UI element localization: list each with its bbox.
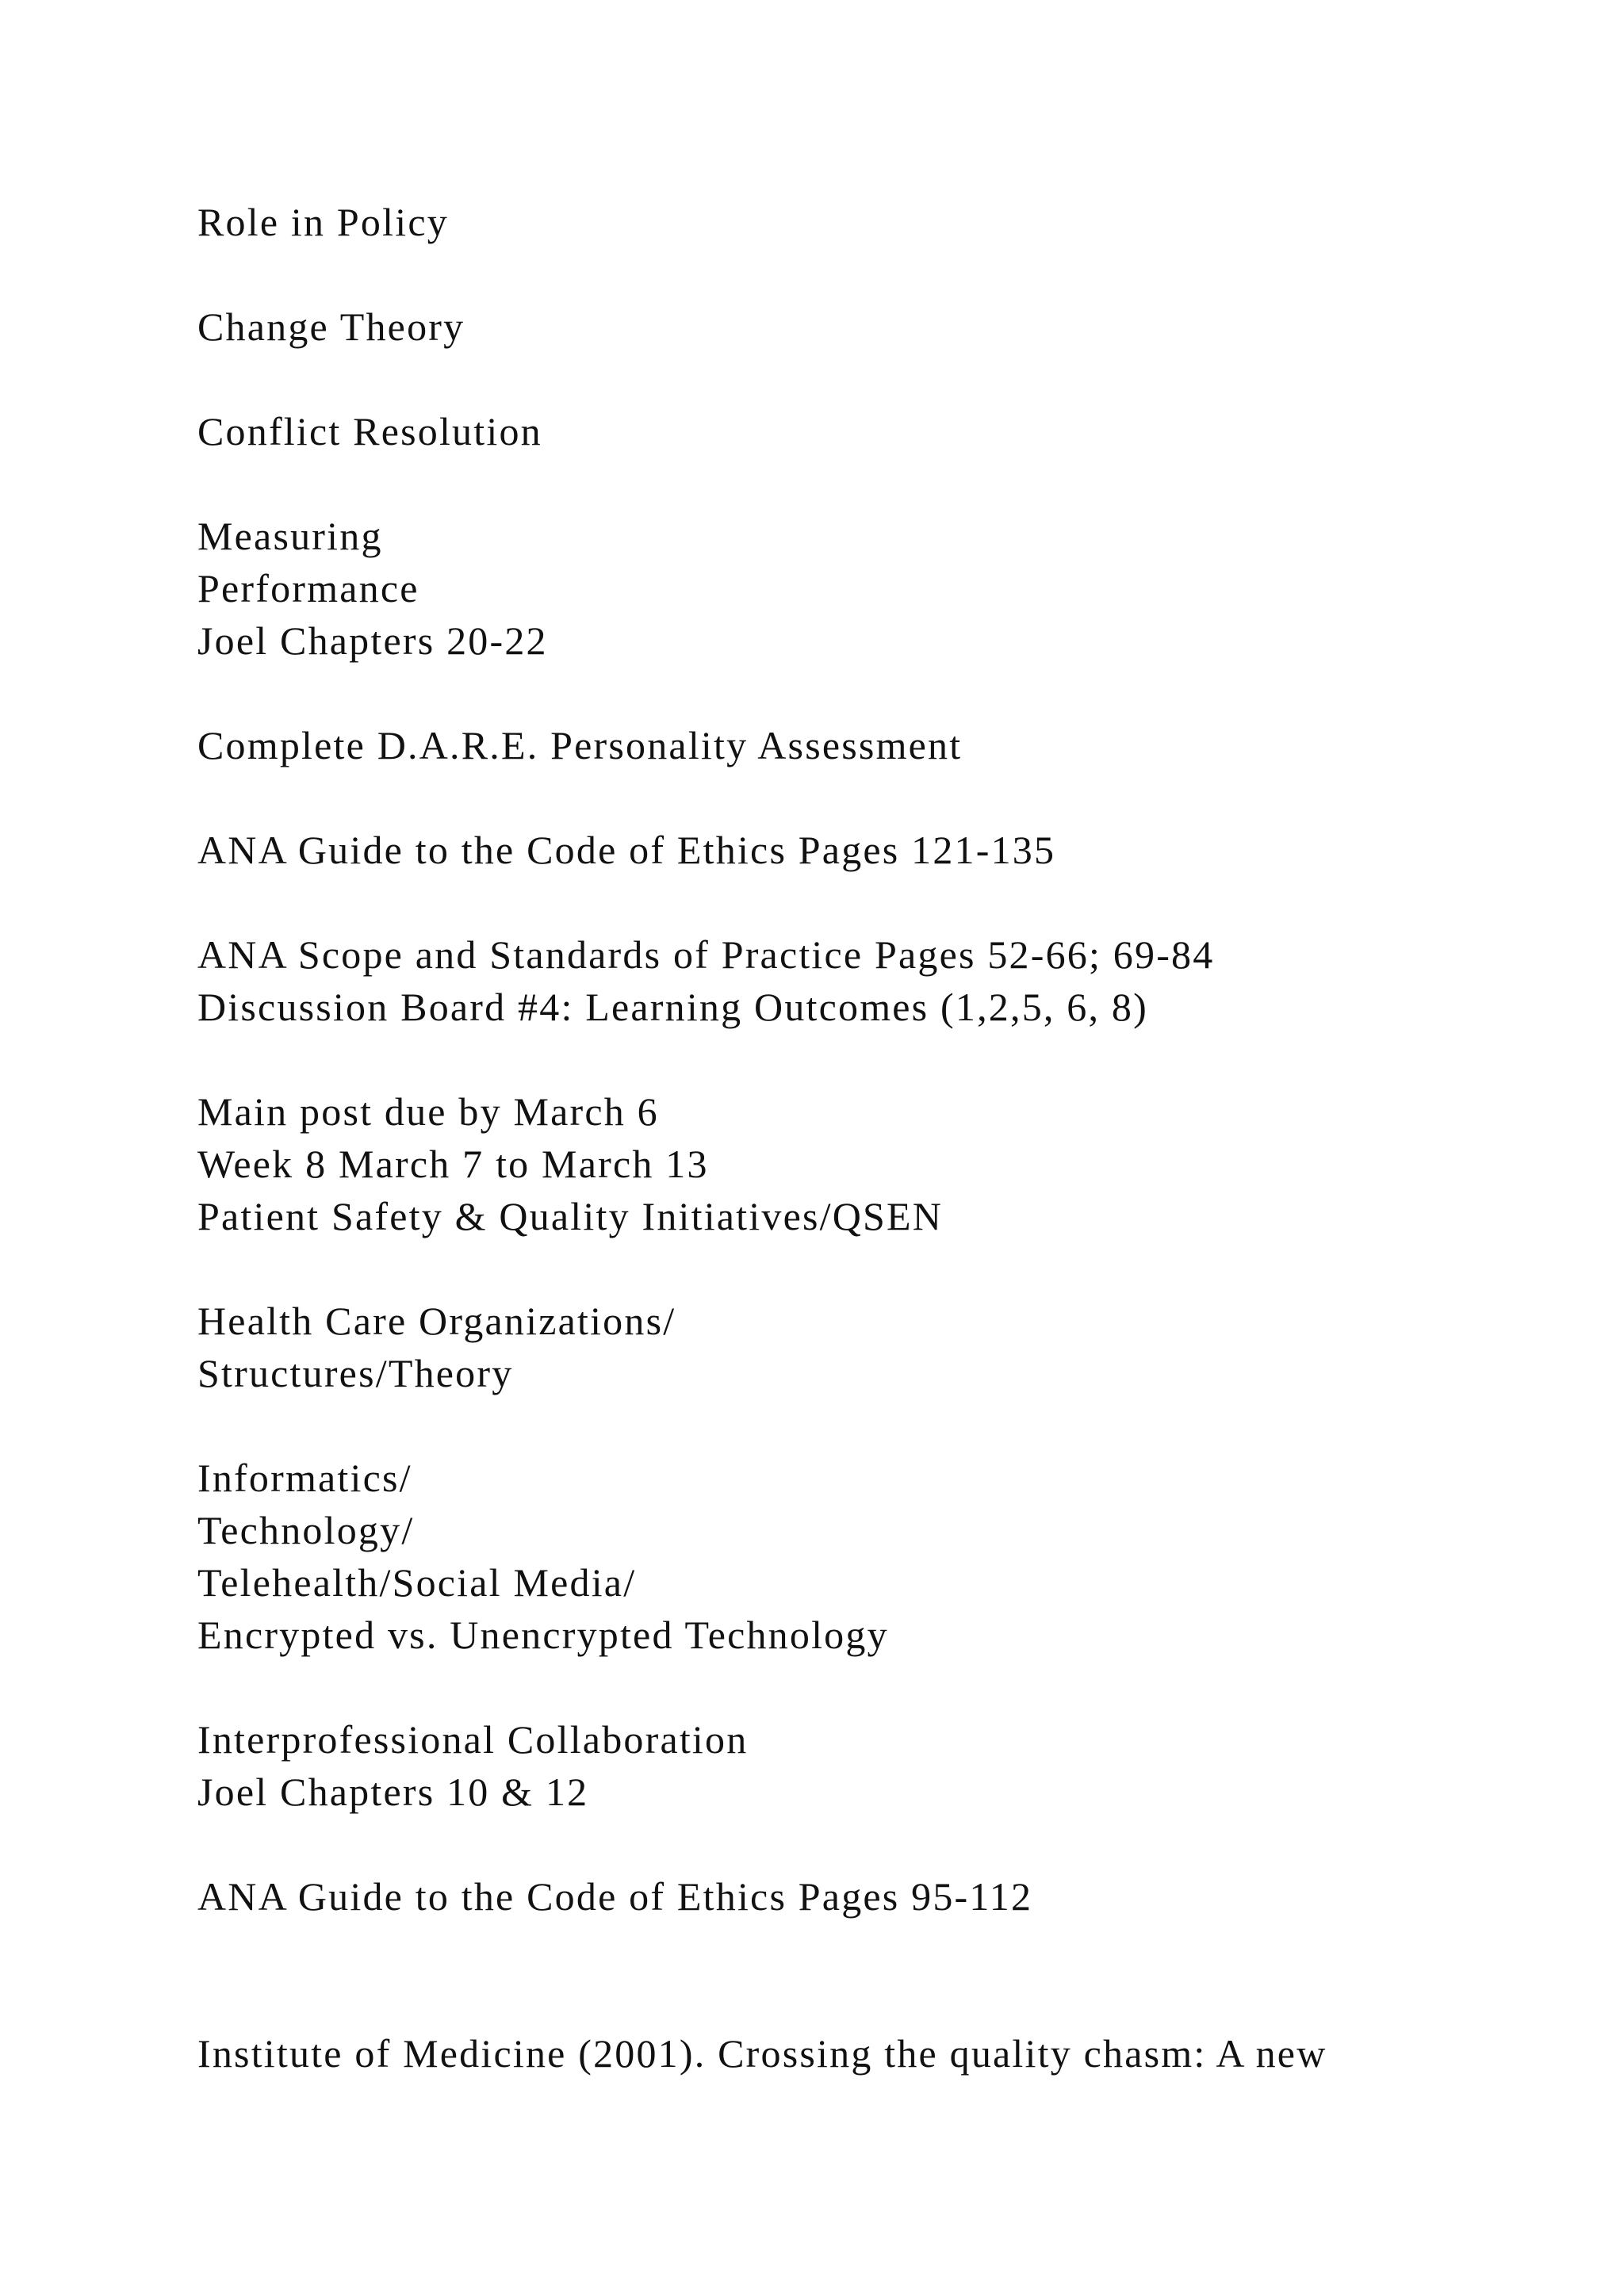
line-structures-theory: Structures/Theory bbox=[197, 1351, 514, 1395]
line-change-theory: Change Theory bbox=[197, 304, 465, 349]
line-joel-chapters-10-12: Joel Chapters 10 & 12 bbox=[197, 1770, 589, 1814]
line-ana-code-ethics-95-112: ANA Guide to the Code of Ethics Pages 95-112 bbox=[197, 1874, 1033, 1919]
line-institute-of-medicine: Institute of Medicine (2001). Crossing the quality chasm: A new bbox=[197, 2031, 1327, 2076]
line-technology: Technology/ bbox=[197, 1508, 415, 1552]
line-measuring: Measuring bbox=[197, 514, 383, 558]
line-ana-scope-standards: ANA Scope and Standards of Practice Pages 52-66; 69-84 bbox=[197, 932, 1215, 977]
line-interprofessional-collab: Interprofessional Collaboration bbox=[197, 1717, 749, 1762]
line-conflict-resolution: Conflict Resolution bbox=[197, 409, 542, 453]
line-performance: Performance bbox=[197, 566, 419, 610]
line-week-8: Week 8 March 7 to March 13 bbox=[197, 1142, 709, 1186]
line-main-post-due: Main post due by March 6 bbox=[197, 1089, 659, 1134]
line-telehealth-social-media: Telehealth/Social Media/ bbox=[197, 1560, 637, 1605]
line-ana-code-ethics-121-135: ANA Guide to the Code of Ethics Pages 121-135 bbox=[197, 828, 1056, 872]
line-joel-chapters-20-22: Joel Chapters 20-22 bbox=[197, 618, 548, 663]
line-encrypted-technology: Encrypted vs. Unencrypted Technology bbox=[197, 1613, 889, 1657]
line-patient-safety-qsen: Patient Safety & Quality Initiatives/QSEN bbox=[197, 1194, 944, 1238]
line-informatics: Informatics/ bbox=[197, 1456, 412, 1500]
line-discussion-board-4: Discussion Board #4: Learning Outcomes (1,2,5, 6, 8) bbox=[197, 985, 1148, 1029]
line-dare-assessment: Complete D.A.R.E. Personality Assessment bbox=[197, 723, 963, 767]
line-role-in-policy: Role in Policy bbox=[197, 200, 449, 244]
line-health-care-organizations: Health Care Organizations/ bbox=[197, 1299, 676, 1343]
